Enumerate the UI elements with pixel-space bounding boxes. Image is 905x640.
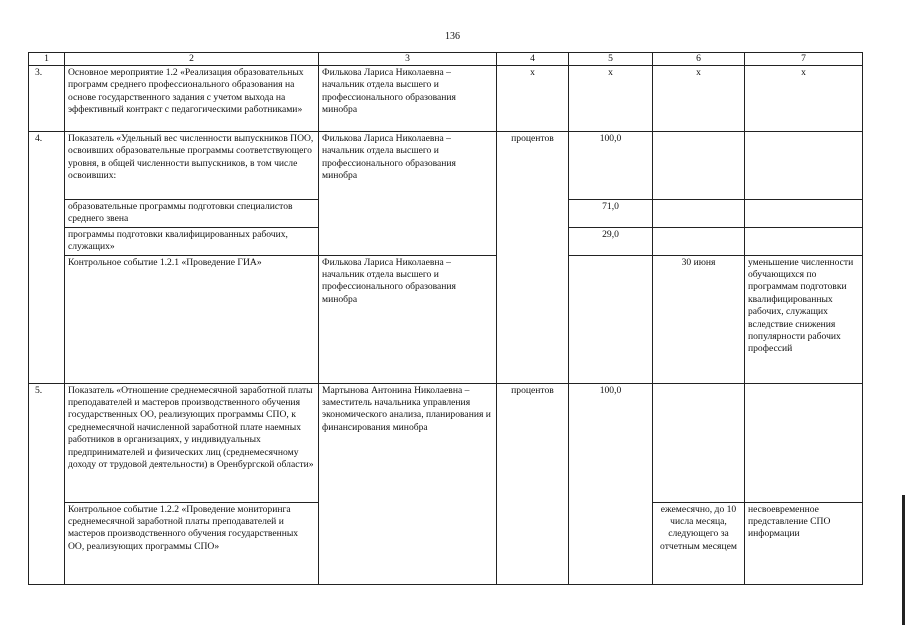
value-cell: 100,0 (569, 383, 653, 584)
table-row (29, 255, 863, 383)
column-number-7: 7 (745, 53, 863, 66)
value-cell (569, 255, 653, 383)
unit-cell: процентов (497, 383, 569, 584)
value-cell: 29,0 (569, 227, 653, 255)
column-number-1: 1 (29, 53, 65, 66)
sub-indicator-name: образовательные программы подготовки специалистов среднего звена (65, 200, 319, 228)
note-cell: несвоевременное представление СПО информации (745, 502, 863, 584)
row-number: 5. (29, 383, 65, 584)
responsible-person: Филькова Лариса Николаевна – начальник отдела высшего и профессионального образования минобра (319, 66, 497, 132)
control-event-name: Контрольное событие 1.2.2 «Проведение мониторинга среднемесячной заработной платы преподавателей и мастеров производственного обучения государственных ОО, реализующих программы СПО» (65, 502, 319, 584)
value-cell: 71,0 (569, 200, 653, 228)
column-number-6: 6 (653, 53, 745, 66)
deadline-cell (653, 200, 745, 228)
deadline-cell (653, 383, 745, 502)
deadline-cell: х (653, 66, 745, 132)
note-cell (745, 200, 863, 228)
unit-cell: процентов (497, 132, 569, 384)
indicator-name: Показатель «Отношение среднемесячной заработной платы преподавателей и мастеров производственного обучения государственных ОО, реализующих программы СПО, к среднемесячной начисленной заработной плате наемных работников в организациях, у индивидуальных предпринимателей и физических лиц (среднемесячному доходу от трудовой деятельности) в Оренбургской области» (65, 383, 319, 502)
measure-name: Основное мероприятие 1.2 «Реализация образовательных программ среднего профессионального образования на основе государственного задания с учетом выхода на эффективный контракт с педагогическими работниками» (65, 66, 319, 132)
table-row (29, 66, 863, 132)
indicators-table (28, 52, 863, 585)
note-cell (745, 227, 863, 255)
note-cell: х (745, 66, 863, 132)
row-number: 3. (29, 66, 65, 132)
indicator-name: Показатель «Удельный вес численности выпускников ПОО, освоивших образовательные программы соответствующего уровня, в общей численности выпускников, в том числе освоивших: (65, 132, 319, 200)
responsible-person: Филькова Лариса Николаевна – начальник отдела высшего и профессионального образования минобра (319, 255, 497, 383)
column-number-4: 4 (497, 53, 569, 66)
table-row (29, 132, 863, 200)
responsible-person: Филькова Лариса Николаевна – начальник отдела высшего и профессионального образования минобра (319, 132, 497, 256)
column-number-5: 5 (569, 53, 653, 66)
unit-cell: х (497, 66, 569, 132)
value-cell: 100,0 (569, 132, 653, 200)
note-cell: уменьшение численности обучающихся по программам подготовки квалифицированных рабочих, служащих вследствие снижения популярности рабочих профессий (745, 255, 863, 383)
responsible-person: Мартынова Антонина Николаевна – заместитель начальника управления экономического анализа, планирования и финансирования минобра (319, 383, 497, 584)
table-row (29, 383, 863, 502)
column-number-2: 2 (65, 53, 319, 66)
column-number-row (29, 53, 863, 66)
note-cell (745, 383, 863, 502)
deadline-cell: 30 июня (653, 255, 745, 383)
column-number-3: 3 (319, 53, 497, 66)
deadline-cell: ежемесячно, до 10 числа месяца, следующего за отчетным месяцем (653, 502, 745, 584)
deadline-cell (653, 227, 745, 255)
row-number: 4. (29, 132, 65, 384)
control-event-name: Контрольное событие 1.2.1 «Проведение ГИА» (65, 255, 319, 383)
deadline-cell (653, 132, 745, 200)
sub-indicator-name: программы подготовки квалифицированных рабочих, служащих» (65, 227, 319, 255)
page-number: 136 (445, 31, 460, 42)
note-cell (745, 132, 863, 200)
value-cell: х (569, 66, 653, 132)
